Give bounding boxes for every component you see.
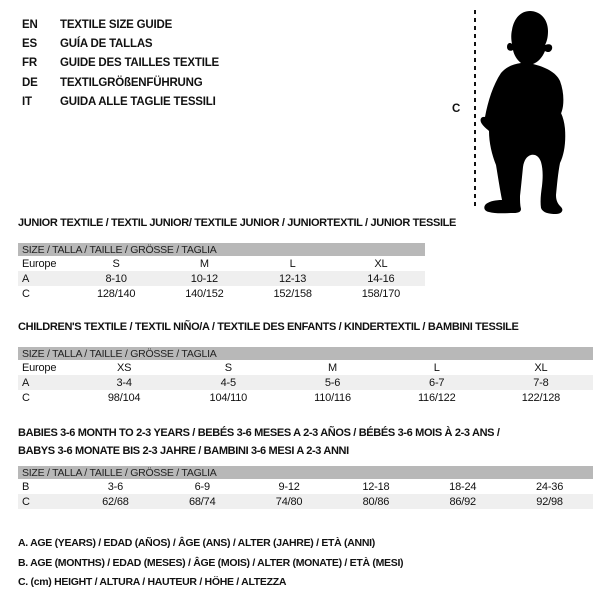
size-value: 3-4 [116,376,132,389]
size-value: 68/74 [188,495,216,508]
size-value: 14-16 [367,272,395,285]
language-title: GUIDA ALLE TAGLIE TESSILI [60,95,216,108]
size-value: M [199,257,209,270]
size-value: 4-5 [220,376,236,389]
language-code: IT [22,95,32,108]
size-value: 158/170 [361,287,401,300]
junior-size-table [18,243,425,301]
size-value: 128/140 [96,287,136,300]
size-value: 74/80 [275,495,303,508]
toddler-silhouette-icon [478,4,588,216]
height-measure-dashed-line [474,10,476,207]
size-header-band: SIZE / TALLA / TAILLE / GRÖSSE / TAGLIA [18,347,593,360]
size-value: 24-36 [535,480,564,493]
language-title: TEXTILE SIZE GUIDE [60,19,173,31]
row-label: Europe [22,361,57,374]
language-title: GUÍA DE TALLAS [60,38,153,51]
size-value: 12-13 [279,272,307,285]
size-value: L [433,361,440,374]
size-value: L [289,257,296,270]
size-value: 122/128 [521,391,561,404]
height-measure-label: C [452,103,461,115]
language-code: ES [22,38,37,51]
children-size-table [18,347,593,405]
size-value: 3-6 [107,480,124,493]
language-list [22,16,219,112]
size-value: 86/92 [449,495,476,508]
table-row [18,256,425,271]
size-value: XS [116,361,132,374]
language-title: GUIDE DES TAILLES TEXTILE [60,57,219,70]
size-value: 6-9 [194,480,210,493]
size-value: 6-7 [429,376,445,389]
table-row [18,375,593,390]
language-row [22,35,219,54]
size-value: S [224,361,232,374]
babies-section-heading [18,425,500,460]
size-value: 9-12 [278,480,300,493]
size-value: XL [374,257,388,270]
size-value: 10-12 [190,272,218,285]
size-value: 7-8 [533,376,549,389]
row-label: C [22,391,30,404]
language-code: FR [22,57,37,70]
junior-section-heading [18,215,456,233]
size-header-band: SIZE / TALLA / TAILLE / GRÖSSE / TAGLIA [18,243,425,256]
size-value: 18-24 [449,480,477,493]
footnote-line: C. (cm) HEIGHT / ALTURA / HAUTEUR / HÖHE / ALTEZZA [18,576,287,588]
size-value: 116/122 [417,391,456,404]
size-value: 98/104 [107,391,141,404]
size-value: 5-6 [324,376,341,389]
size-value: 92/98 [536,495,563,508]
size-value: 62/68 [102,495,129,508]
size-value: 12-18 [362,480,390,493]
size-value: 152/158 [273,287,312,300]
size-value: 140/152 [185,287,224,300]
section-heading-line: BABIES 3-6 MONTH TO 2-3 YEARS / BEBÉS 3-6 MESES A 2-3 AÑOS / BÉBÉS 3-6 MOIS À 2-3 ANS / [18,427,500,439]
row-label: A [22,376,30,389]
size-value: S [112,257,120,270]
footnote-line: B. AGE (MONTHS) / EDAD (MESES) / ÂGE (MOIS) / ALTER (MONATE) / ETÀ (MESI) [18,556,404,569]
row-label: B [22,480,30,493]
babies-size-table [18,466,593,509]
table-row [18,494,593,509]
language-code: DE [22,76,38,89]
language-row [22,74,219,93]
children-section-heading [18,319,519,337]
section-heading-line: JUNIOR TEXTILE / TEXTIL JUNIOR/ TEXTILE JUNIOR / JUNIORTEXTIL / JUNIOR TESSILE [18,217,457,229]
language-row [22,54,219,73]
row-label: C [22,495,30,508]
footnote-line: A. AGE (YEARS) / EDAD (AÑOS) / ÂGE (ANS) / ALTER (JAHRE) / ETÀ (ANNI) [18,537,375,549]
size-value: M [328,361,337,374]
size-header-band: SIZE / TALLA / TAILLE / GRÖSSE / TAGLIA [18,466,593,479]
table-row [18,271,425,286]
size-value: 110/116 [314,391,351,404]
table-row [18,360,593,375]
row-label: A [22,272,30,285]
size-value: 8-10 [105,272,127,285]
language-row [22,93,219,112]
table-row [18,390,593,405]
row-label: C [22,287,30,300]
table-row [18,286,425,301]
section-heading-line: CHILDREN'S TEXTILE / TEXTIL NIÑO/A / TEXTILE DES ENFANTS / KINDERTEXTIL / BAMBINI TESSILE [18,321,519,333]
language-row [22,16,219,35]
size-value: XL [534,361,548,374]
size-value: 104/110 [209,391,248,404]
language-title: TEXTILGRÖßENFÜHRUNG [60,76,203,89]
section-heading-line: BABYS 3-6 MONATE BIS 2-3 JAHRE / BAMBINI 3-6 MESI A 2-3 ANNI [18,444,349,457]
size-value: 80/86 [362,495,390,508]
row-label: Europe [22,257,57,270]
table-row [18,479,593,494]
footnote-list [18,534,403,593]
language-code: EN [22,19,38,31]
